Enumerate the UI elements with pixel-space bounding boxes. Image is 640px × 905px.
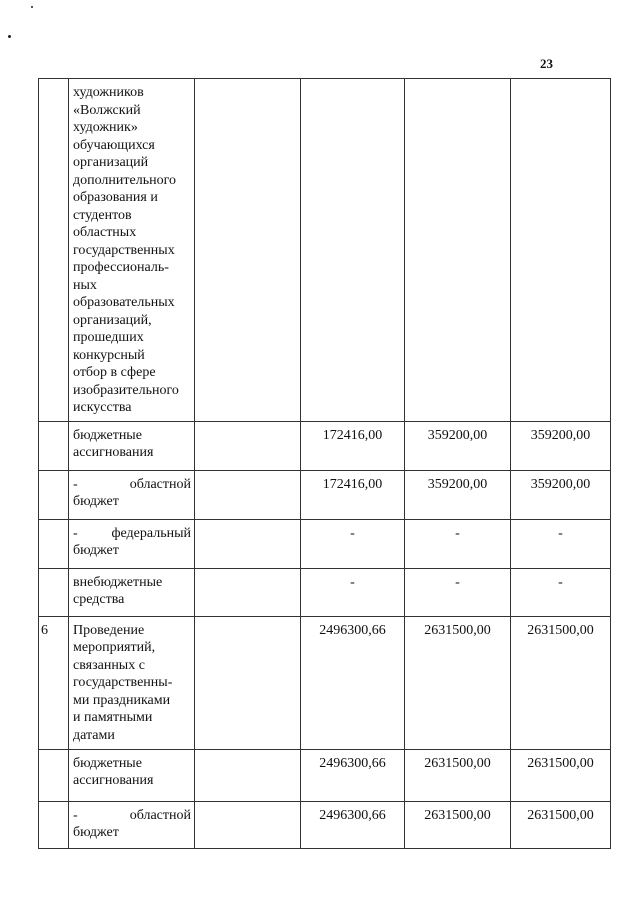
dash-mark: - — [73, 476, 78, 492]
name-line: и памятными — [73, 710, 153, 725]
name-line — [73, 807, 191, 825]
value-cell-col4: - — [301, 519, 405, 568]
row-number-cell: 6 — [39, 616, 69, 749]
value-cell-col6: 359200,00 — [511, 421, 611, 470]
table-row — [39, 519, 611, 568]
table-row — [39, 801, 611, 848]
row-name-cell — [69, 801, 195, 848]
name-line: датами — [73, 727, 115, 743]
name-line: ми праздниками — [73, 692, 171, 708]
value-cell-col3 — [195, 749, 301, 801]
name-line: образования и — [73, 190, 158, 205]
row-name-cell — [69, 749, 195, 801]
table-row — [39, 470, 611, 519]
name-line: государственных — [73, 242, 175, 258]
name-line: ных — [73, 277, 97, 293]
name-line: художник» — [73, 120, 138, 135]
table-row — [39, 616, 611, 749]
name-line: организаций, — [73, 312, 152, 328]
name-line: студентов — [73, 207, 132, 223]
name-line: изобразительного — [73, 382, 179, 398]
row-number-cell — [39, 568, 69, 616]
name-line: бюджет — [73, 543, 119, 558]
value-cell-col6: 2631500,00 — [511, 616, 611, 749]
value-cell-col3 — [195, 568, 301, 616]
name-line: образовательных — [73, 295, 175, 310]
dash-mark: - — [73, 807, 78, 823]
value-cell-col3 — [195, 421, 301, 470]
table-row — [39, 421, 611, 470]
scan-speck — [31, 6, 33, 8]
name-line: «Волжский — [73, 102, 141, 118]
row-name-cell — [69, 79, 195, 422]
scan-speck — [8, 35, 11, 38]
value-cell-col3 — [195, 79, 301, 422]
value-cell-col6: - — [511, 519, 611, 568]
budget-word: федеральный — [111, 525, 191, 541]
value-cell-col6: 2631500,00 — [511, 801, 611, 848]
name-line: средства — [73, 592, 125, 607]
name-line: Проведение — [73, 622, 145, 638]
table-row — [39, 79, 611, 422]
name-line: искусства — [73, 400, 132, 415]
value-cell-col6: 2631500,00 — [511, 749, 611, 801]
page-number: 23 — [540, 56, 553, 71]
value-cell-col4: 2496300,66 — [301, 801, 405, 848]
row-number-cell — [39, 749, 69, 801]
name-line: связанных с — [73, 657, 145, 673]
name-line: внебюджетные — [73, 574, 163, 590]
row-name-cell — [69, 421, 195, 470]
value-cell-col4: 2496300,66 — [301, 749, 405, 801]
table-row — [39, 749, 611, 801]
value-cell-col5: 2631500,00 — [405, 749, 511, 801]
name-line — [73, 476, 191, 494]
value-cell-col5: - — [405, 519, 511, 568]
value-cell-col5 — [405, 79, 511, 422]
budget-word: областной — [129, 476, 191, 492]
row-name-cell — [69, 568, 195, 616]
value-cell-col5: 359200,00 — [405, 421, 511, 470]
name-line: ассигнования — [73, 773, 154, 788]
name-line: дополнительного — [73, 172, 176, 188]
name-line: бюджет — [73, 825, 119, 840]
value-cell-col5: 2631500,00 — [405, 616, 511, 749]
value-cell-col5: 2631500,00 — [405, 801, 511, 848]
name-line: ассигнования — [73, 445, 154, 460]
dash-mark: - — [73, 525, 78, 541]
row-number-cell — [39, 801, 69, 848]
value-cell-col3 — [195, 470, 301, 519]
value-cell-col5: 359200,00 — [405, 470, 511, 519]
name-line: мероприятий, — [73, 640, 156, 655]
name-line: областных — [73, 225, 137, 240]
budget-word: областной — [129, 807, 191, 823]
name-line: бюджетные — [73, 427, 142, 443]
name-line: отбор в сфере — [73, 365, 156, 380]
row-number-cell — [39, 470, 69, 519]
budget-table — [38, 78, 611, 849]
name-line — [73, 525, 191, 543]
value-cell-col5: - — [405, 568, 511, 616]
name-line: профессиональ- — [73, 260, 169, 275]
value-cell-col4 — [301, 79, 405, 422]
value-cell-col4: - — [301, 568, 405, 616]
name-line: обучающихся — [73, 137, 155, 153]
value-cell-col3 — [195, 616, 301, 749]
row-number-cell — [39, 519, 69, 568]
value-cell-col4: 172416,00 — [301, 421, 405, 470]
name-line: художников — [73, 85, 144, 100]
value-cell-col6: - — [511, 568, 611, 616]
name-line: бюджетные — [73, 755, 142, 771]
row-name-cell — [69, 616, 195, 749]
value-cell-col3 — [195, 519, 301, 568]
name-line: государственны- — [73, 675, 173, 690]
value-cell-col6 — [511, 79, 611, 422]
name-line: бюджет — [73, 494, 119, 509]
row-number-cell — [39, 79, 69, 422]
row-number-cell — [39, 421, 69, 470]
name-line: организаций — [73, 155, 149, 170]
name-line: конкурсный — [73, 347, 145, 363]
value-cell-col4: 172416,00 — [301, 470, 405, 519]
name-line: прошедших — [73, 330, 144, 345]
row-name-cell — [69, 519, 195, 568]
value-cell-col6: 359200,00 — [511, 470, 611, 519]
value-cell-col3 — [195, 801, 301, 848]
value-cell-col4: 2496300,66 — [301, 616, 405, 749]
row-name-cell — [69, 470, 195, 519]
table-row — [39, 568, 611, 616]
